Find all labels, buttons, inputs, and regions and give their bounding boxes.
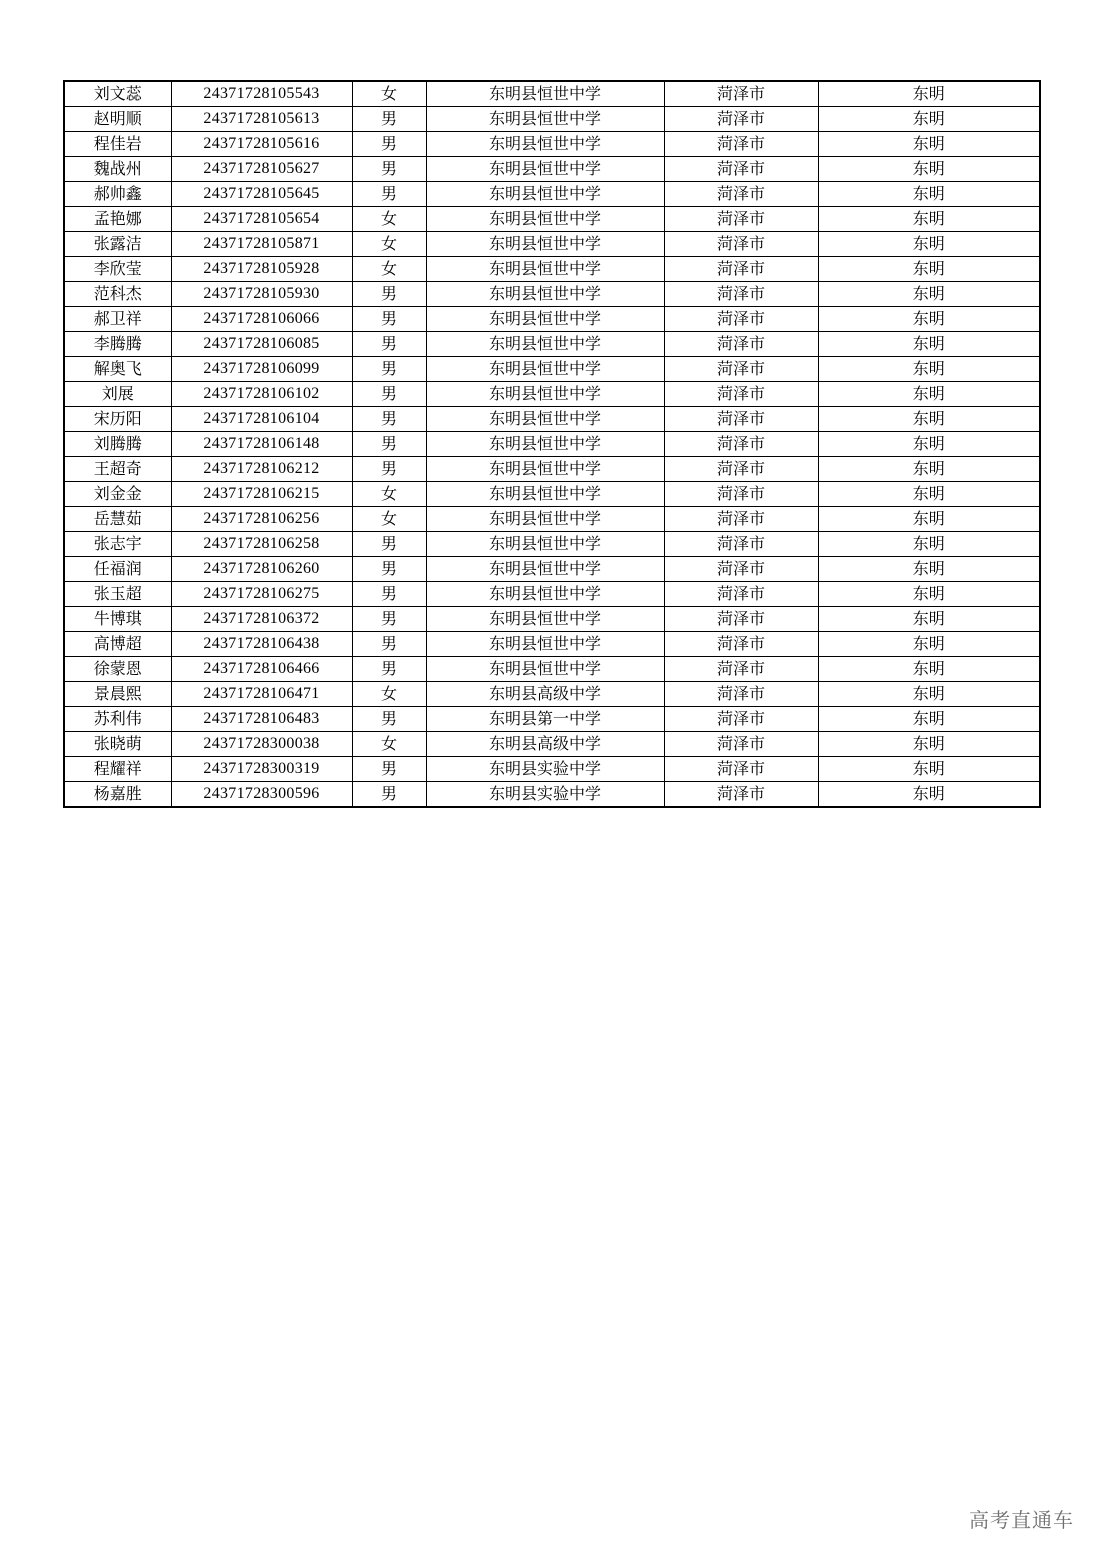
county-cell: 东明 <box>818 482 1040 507</box>
county-cell: 东明 <box>818 357 1040 382</box>
county-cell: 东明 <box>818 507 1040 532</box>
county-cell: 东明 <box>818 232 1040 257</box>
city-cell: 菏泽市 <box>664 207 818 232</box>
exam-number-cell: 24371728106104 <box>171 407 352 432</box>
gender-cell: 男 <box>352 757 426 782</box>
exam-number-cell: 24371728105645 <box>171 182 352 207</box>
gender-cell: 男 <box>352 182 426 207</box>
school-cell: 东明县实验中学 <box>426 782 664 808</box>
city-cell: 菏泽市 <box>664 407 818 432</box>
school-cell: 东明县恒世中学 <box>426 432 664 457</box>
gender-cell: 女 <box>352 257 426 282</box>
county-cell: 东明 <box>818 407 1040 432</box>
table-row <box>64 157 1040 182</box>
table-row <box>64 432 1040 457</box>
exam-number-cell: 24371728106471 <box>171 682 352 707</box>
table-row <box>64 732 1040 757</box>
city-cell: 菏泽市 <box>664 157 818 182</box>
school-cell: 东明县恒世中学 <box>426 357 664 382</box>
student-name-cell: 孟艳娜 <box>64 207 171 232</box>
school-cell: 东明县高级中学 <box>426 682 664 707</box>
student-name-cell: 牛博琪 <box>64 607 171 632</box>
table-row <box>64 232 1040 257</box>
county-cell: 东明 <box>818 107 1040 132</box>
school-cell: 东明县恒世中学 <box>426 182 664 207</box>
table-row <box>64 457 1040 482</box>
gender-cell: 女 <box>352 732 426 757</box>
county-cell: 东明 <box>818 282 1040 307</box>
table-row <box>64 382 1040 407</box>
gender-cell: 男 <box>352 657 426 682</box>
exam-number-cell: 24371728106085 <box>171 332 352 357</box>
school-cell: 东明县实验中学 <box>426 757 664 782</box>
exam-number-cell: 24371728105613 <box>171 107 352 132</box>
county-cell: 东明 <box>818 707 1040 732</box>
gender-cell: 男 <box>352 357 426 382</box>
school-cell: 东明县恒世中学 <box>426 457 664 482</box>
student-name-cell: 赵明顺 <box>64 107 171 132</box>
table-row <box>64 657 1040 682</box>
county-cell: 东明 <box>818 207 1040 232</box>
county-cell: 东明 <box>818 532 1040 557</box>
table-row <box>64 507 1040 532</box>
city-cell: 菏泽市 <box>664 732 818 757</box>
student-name-cell: 徐蒙恩 <box>64 657 171 682</box>
city-cell: 菏泽市 <box>664 81 818 107</box>
student-name-cell: 宋历阳 <box>64 407 171 432</box>
exam-number-cell: 24371728105616 <box>171 132 352 157</box>
exam-number-cell: 24371728106260 <box>171 557 352 582</box>
city-cell: 菏泽市 <box>664 132 818 157</box>
school-cell: 东明县恒世中学 <box>426 507 664 532</box>
student-name-cell: 刘金金 <box>64 482 171 507</box>
gender-cell: 男 <box>352 432 426 457</box>
exam-number-cell: 24371728106438 <box>171 632 352 657</box>
gender-cell: 男 <box>352 332 426 357</box>
exam-number-cell: 24371728106215 <box>171 482 352 507</box>
table-row <box>64 257 1040 282</box>
table-row <box>64 107 1040 132</box>
school-cell: 东明县恒世中学 <box>426 307 664 332</box>
city-cell: 菏泽市 <box>664 282 818 307</box>
gender-cell: 男 <box>352 582 426 607</box>
school-cell: 东明县恒世中学 <box>426 107 664 132</box>
exam-number-cell: 24371728300038 <box>171 732 352 757</box>
exam-number-cell: 24371728106066 <box>171 307 352 332</box>
exam-number-cell: 24371728106466 <box>171 657 352 682</box>
county-cell: 东明 <box>818 432 1040 457</box>
student-roster-table <box>63 80 1041 808</box>
city-cell: 菏泽市 <box>664 682 818 707</box>
school-cell: 东明县恒世中学 <box>426 81 664 107</box>
county-cell: 东明 <box>818 257 1040 282</box>
school-cell: 东明县恒世中学 <box>426 407 664 432</box>
student-name-cell: 景晨熙 <box>64 682 171 707</box>
student-name-cell: 高博超 <box>64 632 171 657</box>
table-row <box>64 182 1040 207</box>
county-cell: 东明 <box>818 182 1040 207</box>
city-cell: 菏泽市 <box>664 557 818 582</box>
school-cell: 东明县恒世中学 <box>426 132 664 157</box>
county-cell: 东明 <box>818 557 1040 582</box>
student-name-cell: 李欣莹 <box>64 257 171 282</box>
student-name-cell: 郝卫祥 <box>64 307 171 332</box>
student-name-cell: 张晓萌 <box>64 732 171 757</box>
city-cell: 菏泽市 <box>664 507 818 532</box>
county-cell: 东明 <box>818 382 1040 407</box>
school-cell: 东明县恒世中学 <box>426 257 664 282</box>
gender-cell: 男 <box>352 282 426 307</box>
student-name-cell: 苏利伟 <box>64 707 171 732</box>
table-row <box>64 307 1040 332</box>
student-name-cell: 魏战州 <box>64 157 171 182</box>
gender-cell: 男 <box>352 157 426 182</box>
student-name-cell: 李腾腾 <box>64 332 171 357</box>
county-cell: 东明 <box>818 157 1040 182</box>
county-cell: 东明 <box>818 582 1040 607</box>
county-cell: 东明 <box>818 457 1040 482</box>
school-cell: 东明县恒世中学 <box>426 282 664 307</box>
exam-number-cell: 24371728106102 <box>171 382 352 407</box>
table-row <box>64 81 1040 107</box>
table-row <box>64 532 1040 557</box>
school-cell: 东明县恒世中学 <box>426 632 664 657</box>
school-cell: 东明县恒世中学 <box>426 482 664 507</box>
gender-cell: 男 <box>352 457 426 482</box>
county-cell: 东明 <box>818 782 1040 808</box>
exam-number-cell: 24371728106275 <box>171 582 352 607</box>
school-cell: 东明县恒世中学 <box>426 582 664 607</box>
gender-cell: 女 <box>352 682 426 707</box>
city-cell: 菏泽市 <box>664 482 818 507</box>
exam-number-cell: 24371728106148 <box>171 432 352 457</box>
exam-number-cell: 24371728106212 <box>171 457 352 482</box>
county-cell: 东明 <box>818 332 1040 357</box>
student-name-cell: 程耀祥 <box>64 757 171 782</box>
gender-cell: 女 <box>352 81 426 107</box>
gender-cell: 男 <box>352 407 426 432</box>
city-cell: 菏泽市 <box>664 582 818 607</box>
exam-number-cell: 24371728300319 <box>171 757 352 782</box>
county-cell: 东明 <box>818 682 1040 707</box>
school-cell: 东明县恒世中学 <box>426 207 664 232</box>
exam-number-cell: 24371728106256 <box>171 507 352 532</box>
student-name-cell: 王超奇 <box>64 457 171 482</box>
city-cell: 菏泽市 <box>664 257 818 282</box>
student-name-cell: 刘文蕊 <box>64 81 171 107</box>
gender-cell: 男 <box>352 557 426 582</box>
school-cell: 东明县第一中学 <box>426 707 664 732</box>
school-cell: 东明县恒世中学 <box>426 232 664 257</box>
table-row <box>64 482 1040 507</box>
exam-number-cell: 24371728106099 <box>171 357 352 382</box>
city-cell: 菏泽市 <box>664 457 818 482</box>
gender-cell: 男 <box>352 107 426 132</box>
student-name-cell: 杨嘉胜 <box>64 782 171 808</box>
county-cell: 东明 <box>818 732 1040 757</box>
exam-number-cell: 24371728105627 <box>171 157 352 182</box>
school-cell: 东明县恒世中学 <box>426 532 664 557</box>
gender-cell: 女 <box>352 507 426 532</box>
student-name-cell: 刘展 <box>64 382 171 407</box>
gender-cell: 男 <box>352 782 426 808</box>
table-row <box>64 132 1040 157</box>
city-cell: 菏泽市 <box>664 357 818 382</box>
school-cell: 东明县恒世中学 <box>426 557 664 582</box>
city-cell: 菏泽市 <box>664 382 818 407</box>
county-cell: 东明 <box>818 607 1040 632</box>
roster-body <box>64 81 1040 807</box>
school-cell: 东明县恒世中学 <box>426 657 664 682</box>
city-cell: 菏泽市 <box>664 657 818 682</box>
student-name-cell: 解奥飞 <box>64 357 171 382</box>
student-name-cell: 任福润 <box>64 557 171 582</box>
city-cell: 菏泽市 <box>664 757 818 782</box>
city-cell: 菏泽市 <box>664 782 818 808</box>
exam-number-cell: 24371728105871 <box>171 232 352 257</box>
exam-number-cell: 24371728300596 <box>171 782 352 808</box>
exam-number-cell: 24371728105543 <box>171 81 352 107</box>
table-row <box>64 332 1040 357</box>
city-cell: 菏泽市 <box>664 232 818 257</box>
gender-cell: 女 <box>352 207 426 232</box>
gender-cell: 女 <box>352 232 426 257</box>
city-cell: 菏泽市 <box>664 607 818 632</box>
city-cell: 菏泽市 <box>664 432 818 457</box>
city-cell: 菏泽市 <box>664 632 818 657</box>
city-cell: 菏泽市 <box>664 182 818 207</box>
table-row <box>64 782 1040 808</box>
school-cell: 东明县恒世中学 <box>426 382 664 407</box>
student-name-cell: 张露洁 <box>64 232 171 257</box>
gender-cell: 男 <box>352 307 426 332</box>
school-cell: 东明县恒世中学 <box>426 157 664 182</box>
student-name-cell: 张志宇 <box>64 532 171 557</box>
student-name-cell: 岳慧茹 <box>64 507 171 532</box>
city-cell: 菏泽市 <box>664 332 818 357</box>
table-row <box>64 357 1040 382</box>
county-cell: 东明 <box>818 307 1040 332</box>
gender-cell: 男 <box>352 382 426 407</box>
watermark-text: 高考直通车 <box>969 1508 1074 1532</box>
county-cell: 东明 <box>818 757 1040 782</box>
city-cell: 菏泽市 <box>664 307 818 332</box>
table-row <box>64 207 1040 232</box>
county-cell: 东明 <box>818 81 1040 107</box>
table-row <box>64 632 1040 657</box>
exam-number-cell: 24371728106483 <box>171 707 352 732</box>
county-cell: 东明 <box>818 657 1040 682</box>
table-row <box>64 682 1040 707</box>
student-name-cell: 刘腾腾 <box>64 432 171 457</box>
school-cell: 东明县恒世中学 <box>426 607 664 632</box>
exam-number-cell: 24371728106372 <box>171 607 352 632</box>
gender-cell: 男 <box>352 532 426 557</box>
table-row <box>64 407 1040 432</box>
county-cell: 东明 <box>818 132 1040 157</box>
student-name-cell: 张玉超 <box>64 582 171 607</box>
exam-number-cell: 24371728106258 <box>171 532 352 557</box>
exam-number-cell: 24371728105930 <box>171 282 352 307</box>
table-row <box>64 582 1040 607</box>
table-row <box>64 757 1040 782</box>
student-name-cell: 郝帅鑫 <box>64 182 171 207</box>
exam-number-cell: 24371728105928 <box>171 257 352 282</box>
county-cell: 东明 <box>818 632 1040 657</box>
city-cell: 菏泽市 <box>664 532 818 557</box>
table-row <box>64 557 1040 582</box>
gender-cell: 男 <box>352 132 426 157</box>
table-row <box>64 707 1040 732</box>
city-cell: 菏泽市 <box>664 107 818 132</box>
gender-cell: 女 <box>352 482 426 507</box>
school-cell: 东明县恒世中学 <box>426 332 664 357</box>
gender-cell: 男 <box>352 607 426 632</box>
table-row <box>64 607 1040 632</box>
school-cell: 东明县高级中学 <box>426 732 664 757</box>
student-name-cell: 程佳岩 <box>64 132 171 157</box>
gender-cell: 男 <box>352 632 426 657</box>
table-row <box>64 282 1040 307</box>
student-name-cell: 范科杰 <box>64 282 171 307</box>
gender-cell: 男 <box>352 707 426 732</box>
city-cell: 菏泽市 <box>664 707 818 732</box>
exam-number-cell: 24371728105654 <box>171 207 352 232</box>
